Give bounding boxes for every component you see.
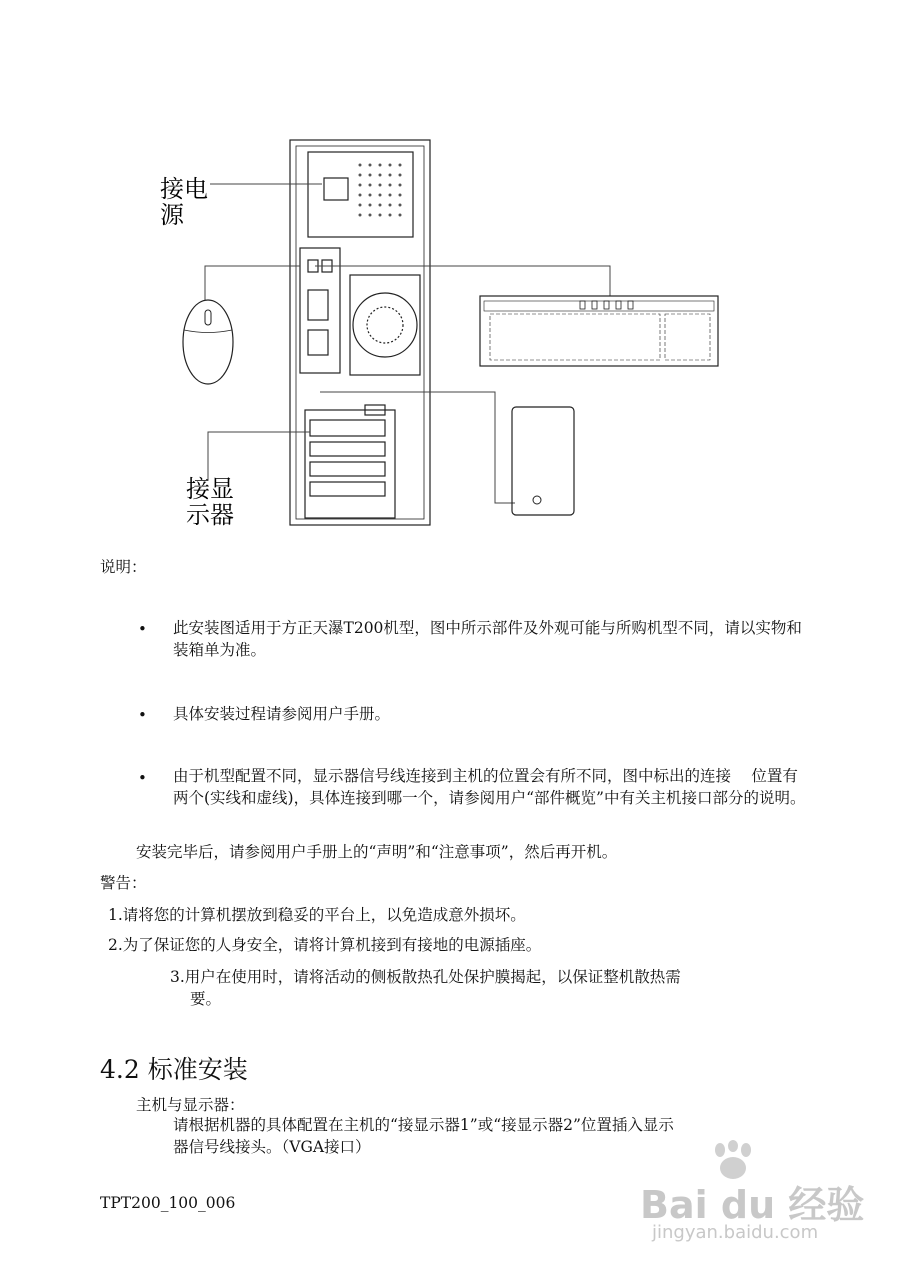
- watermark-url: jingyan.baidu.com: [652, 1222, 819, 1243]
- warning-heading: 警告：: [100, 874, 147, 892]
- keyboard: [480, 296, 718, 366]
- bullet-dot: •: [138, 620, 147, 638]
- display-label-line2: 示器: [186, 501, 234, 529]
- installation-diagram: [150, 120, 740, 540]
- warning-3: 3.用户在使用时，请将活动的侧板散热孔处保护膜揭起，以保证整机散热需: [170, 968, 681, 986]
- power-label: [160, 176, 208, 228]
- warning-2: 2.为了保证您的人身安全，请将计算机接到有接地的电源插座。: [108, 936, 542, 954]
- baidu-watermark: [640, 1140, 870, 1250]
- warning-1: 1.请将您的计算机摆放到稳妥的平台上，以免造成意外损坏。: [108, 906, 526, 924]
- bullet-dot: •: [138, 706, 147, 724]
- sub-body-line1: 请根据机器的具体配置在主机的“接显示器1”或“接显示器2”位置插入显示: [173, 1116, 674, 1134]
- section-title: 4.2 标准安装: [100, 1055, 248, 1084]
- bullet-3: 由于机型配置不同，显示器信号线连接到主机的位置会有所不同，图中标出的连接 位置有两个(实线和虚线)，具体连接到哪一个，请参阅用户“部件概览”中有关主机接口部分的说明。: [173, 767, 806, 807]
- pc-tower: [290, 140, 430, 525]
- bullet-dot: •: [138, 769, 147, 787]
- monitor-unit: [512, 407, 574, 515]
- sub-body-line2: 器信号线接头。（VGA接口）: [173, 1138, 371, 1156]
- mouse: [183, 300, 233, 384]
- sub-heading: 主机与显示器：: [136, 1096, 245, 1114]
- footer-code: TPT200_100_006: [100, 1194, 236, 1212]
- after-install-note: 安装完毕后，请参阅用户手册上的“声明”和“注意事项”，然后再开机。: [136, 843, 618, 861]
- display-label: [186, 476, 234, 528]
- power-label-line1: 接电: [160, 175, 208, 203]
- bullet-1: 此安装图适用于方正天瀑T200机型，图中所示部件及外观可能与所购机型不同，请以实物和装箱单为准。: [173, 619, 802, 659]
- power-label-line2: 源: [160, 201, 184, 229]
- notes-heading: 说明：: [100, 558, 147, 576]
- watermark-brand: Bai du 经验: [640, 1183, 865, 1227]
- bullet-2: 具体安装过程请参阅用户手册。: [173, 705, 391, 723]
- warning-3-cont: 要。: [190, 990, 222, 1008]
- display-label-line1: 接显: [186, 475, 234, 503]
